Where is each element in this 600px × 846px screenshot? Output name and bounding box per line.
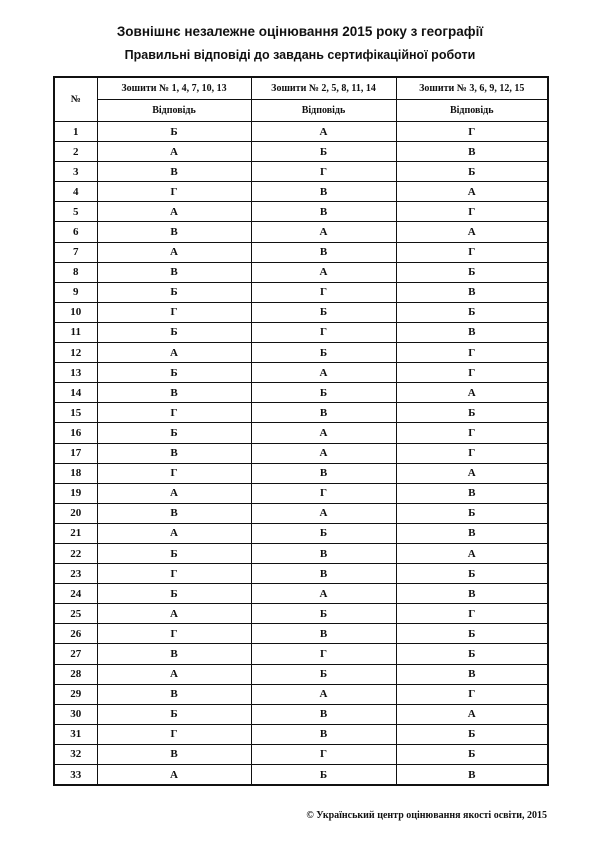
document-title: Зовнішнє незалежне оцінювання 2015 року з географії <box>116 24 484 39</box>
table-row <box>54 644 548 664</box>
answer-cell: А <box>251 443 396 463</box>
table-row <box>54 242 548 262</box>
question-number: 16 <box>54 423 97 443</box>
table-row <box>54 182 548 202</box>
question-number: 13 <box>54 363 97 383</box>
table-row <box>54 443 548 463</box>
question-number: 12 <box>54 343 97 363</box>
question-number: 24 <box>54 584 97 604</box>
question-number: 18 <box>54 463 97 483</box>
table-row <box>54 162 548 182</box>
question-number: 10 <box>54 302 97 322</box>
answer-cell: Б <box>251 523 396 543</box>
answer-cell: Г <box>97 624 251 644</box>
number-column-header: № <box>54 77 97 122</box>
table-row <box>54 503 548 523</box>
answer-cell: А <box>396 182 548 202</box>
answers-table <box>53 76 549 786</box>
table-row <box>54 765 548 786</box>
answer-cell: Б <box>396 744 548 764</box>
table-row <box>54 704 548 724</box>
question-number: 23 <box>54 564 97 584</box>
question-number: 11 <box>54 322 97 342</box>
answer-cell: Б <box>97 543 251 563</box>
question-number: 2 <box>54 142 97 162</box>
answer-cell: В <box>251 704 396 724</box>
question-number: 26 <box>54 624 97 644</box>
table-row <box>54 564 548 584</box>
table-row <box>54 463 548 483</box>
answer-cell: Б <box>396 624 548 644</box>
answer-cell: Г <box>396 202 548 222</box>
table-row <box>54 363 548 383</box>
answer-cell: Б <box>251 383 396 403</box>
answer-cell: А <box>251 222 396 242</box>
question-number: 28 <box>54 664 97 684</box>
table-row <box>54 383 548 403</box>
answer-cell: В <box>97 503 251 523</box>
table-row <box>54 523 548 543</box>
answer-cell: В <box>396 523 548 543</box>
answer-cell: В <box>97 684 251 704</box>
answer-cell: Г <box>251 644 396 664</box>
answer-cell: Г <box>97 564 251 584</box>
answer-cell: А <box>396 222 548 242</box>
question-number: 29 <box>54 684 97 704</box>
table-row <box>54 282 548 302</box>
question-number: 22 <box>54 543 97 563</box>
answer-cell: А <box>97 483 251 503</box>
answer-cell: В <box>251 724 396 744</box>
table-row <box>54 222 548 242</box>
answer-subheader-3: Відповідь <box>396 100 548 122</box>
answer-cell: В <box>251 403 396 423</box>
table-row <box>54 142 548 162</box>
answer-cell: В <box>97 744 251 764</box>
table-row <box>54 483 548 503</box>
question-number: 7 <box>54 242 97 262</box>
question-number: 8 <box>54 262 97 282</box>
answer-subheader-2: Відповідь <box>251 100 396 122</box>
table-row <box>54 584 548 604</box>
table-row <box>54 202 548 222</box>
answer-cell: Г <box>396 363 548 383</box>
table-row <box>54 664 548 684</box>
question-number: 19 <box>54 483 97 503</box>
answer-cell: Г <box>251 282 396 302</box>
answer-cell: А <box>396 543 548 563</box>
answer-cell: Г <box>97 724 251 744</box>
answer-cell: В <box>251 564 396 584</box>
question-number: 20 <box>54 503 97 523</box>
table-header-row <box>54 77 548 100</box>
answer-cell: Г <box>97 182 251 202</box>
table-body <box>54 122 548 786</box>
answer-cell: Г <box>396 684 548 704</box>
answer-cell: В <box>251 182 396 202</box>
answer-cell: Б <box>97 423 251 443</box>
answer-cell: А <box>396 463 548 483</box>
table-row <box>54 262 548 282</box>
answer-cell: Б <box>396 644 548 664</box>
answer-cell: Г <box>251 322 396 342</box>
answer-cell: Г <box>97 302 251 322</box>
table-row <box>54 684 548 704</box>
table-row <box>54 322 548 342</box>
answer-cell: А <box>97 604 251 624</box>
answer-cell: В <box>396 664 548 684</box>
answer-cell: Г <box>396 443 548 463</box>
question-number: 27 <box>54 644 97 664</box>
answer-cell: В <box>97 644 251 664</box>
group-header-2: Зошити № 2, 5, 8, 11, 14 <box>251 77 396 100</box>
answer-cell: А <box>251 584 396 604</box>
answer-cell: Г <box>396 122 548 142</box>
answer-cell: А <box>396 704 548 724</box>
answer-cell: В <box>251 242 396 262</box>
answer-cell: Б <box>396 403 548 423</box>
question-number: 3 <box>54 162 97 182</box>
question-number: 15 <box>54 403 97 423</box>
answer-cell: Г <box>251 162 396 182</box>
table-row <box>54 302 548 322</box>
answer-cell: В <box>396 483 548 503</box>
answer-cell: В <box>97 443 251 463</box>
question-number: 14 <box>54 383 97 403</box>
answer-cell: В <box>396 765 548 786</box>
answer-cell: Г <box>97 463 251 483</box>
answer-cell: А <box>97 142 251 162</box>
answer-cell: Г <box>396 423 548 443</box>
answer-cell: Г <box>97 403 251 423</box>
table-row <box>54 543 548 563</box>
answer-cell: Б <box>251 343 396 363</box>
answer-cell: Б <box>396 564 548 584</box>
answer-cell: А <box>97 664 251 684</box>
answer-cell: А <box>97 242 251 262</box>
question-number: 5 <box>54 202 97 222</box>
answer-cell: В <box>396 142 548 162</box>
question-number: 9 <box>54 282 97 302</box>
answer-cell: Б <box>396 503 548 523</box>
answer-cell: В <box>97 383 251 403</box>
question-number: 25 <box>54 604 97 624</box>
group-header-3: Зошити № 3, 6, 9, 12, 15 <box>396 77 548 100</box>
answer-cell: Б <box>97 363 251 383</box>
group-header-1: Зошити № 1, 4, 7, 10, 13 <box>97 77 251 100</box>
answer-cell: Б <box>97 122 251 142</box>
question-number: 33 <box>54 765 97 786</box>
answer-cell: Г <box>396 242 548 262</box>
question-number: 6 <box>54 222 97 242</box>
answer-cell: Б <box>396 162 548 182</box>
question-number: 17 <box>54 443 97 463</box>
table-subheader-row <box>54 100 548 122</box>
question-number: 4 <box>54 182 97 202</box>
copyright-footer: © Український центр оцінювання якості освіти, 2015 <box>306 810 547 821</box>
answer-cell: Б <box>97 584 251 604</box>
answer-cell: А <box>251 684 396 704</box>
question-number: 31 <box>54 724 97 744</box>
answer-cell: В <box>251 624 396 644</box>
answer-cell: Г <box>396 604 548 624</box>
answer-subheader-1: Відповідь <box>97 100 251 122</box>
answer-cell: Г <box>251 744 396 764</box>
answer-cell: Б <box>396 262 548 282</box>
answer-cell: А <box>251 503 396 523</box>
answer-cell: Г <box>396 343 548 363</box>
answer-cell: А <box>251 122 396 142</box>
answer-cell: Б <box>396 724 548 744</box>
answer-cell: Б <box>97 322 251 342</box>
answer-cell: А <box>251 363 396 383</box>
table-row <box>54 604 548 624</box>
answer-cell: Б <box>251 142 396 162</box>
answer-cell: В <box>251 463 396 483</box>
answer-cell: Б <box>251 604 396 624</box>
answer-cell: Б <box>396 302 548 322</box>
answer-cell: Б <box>251 765 396 786</box>
answer-cell: А <box>97 765 251 786</box>
answer-cell: Б <box>97 704 251 724</box>
answer-cell: В <box>251 202 396 222</box>
question-number: 30 <box>54 704 97 724</box>
question-number: 32 <box>54 744 97 764</box>
table-row <box>54 744 548 764</box>
answer-cell: Г <box>251 483 396 503</box>
answer-cell: Б <box>251 664 396 684</box>
table-row <box>54 724 548 744</box>
answer-cell: Б <box>251 302 396 322</box>
answer-cell: В <box>396 282 548 302</box>
answer-cell: А <box>396 383 548 403</box>
answer-cell: В <box>97 262 251 282</box>
answer-cell: В <box>251 543 396 563</box>
answer-cell: А <box>97 202 251 222</box>
document-subtitle: Правильні відповіді до завдань сертифікаційної роботи <box>124 48 476 62</box>
answer-cell: В <box>396 584 548 604</box>
table-row <box>54 403 548 423</box>
answer-cell: А <box>97 343 251 363</box>
question-number: 1 <box>54 122 97 142</box>
answer-cell: Б <box>97 282 251 302</box>
answer-cell: В <box>97 222 251 242</box>
table-row <box>54 624 548 644</box>
answer-cell: А <box>97 523 251 543</box>
table-row <box>54 122 548 142</box>
answer-cell: В <box>396 322 548 342</box>
answer-cell: А <box>251 262 396 282</box>
question-number: 21 <box>54 523 97 543</box>
table-row <box>54 343 548 363</box>
table-row <box>54 423 548 443</box>
answer-cell: А <box>251 423 396 443</box>
answer-cell: В <box>97 162 251 182</box>
